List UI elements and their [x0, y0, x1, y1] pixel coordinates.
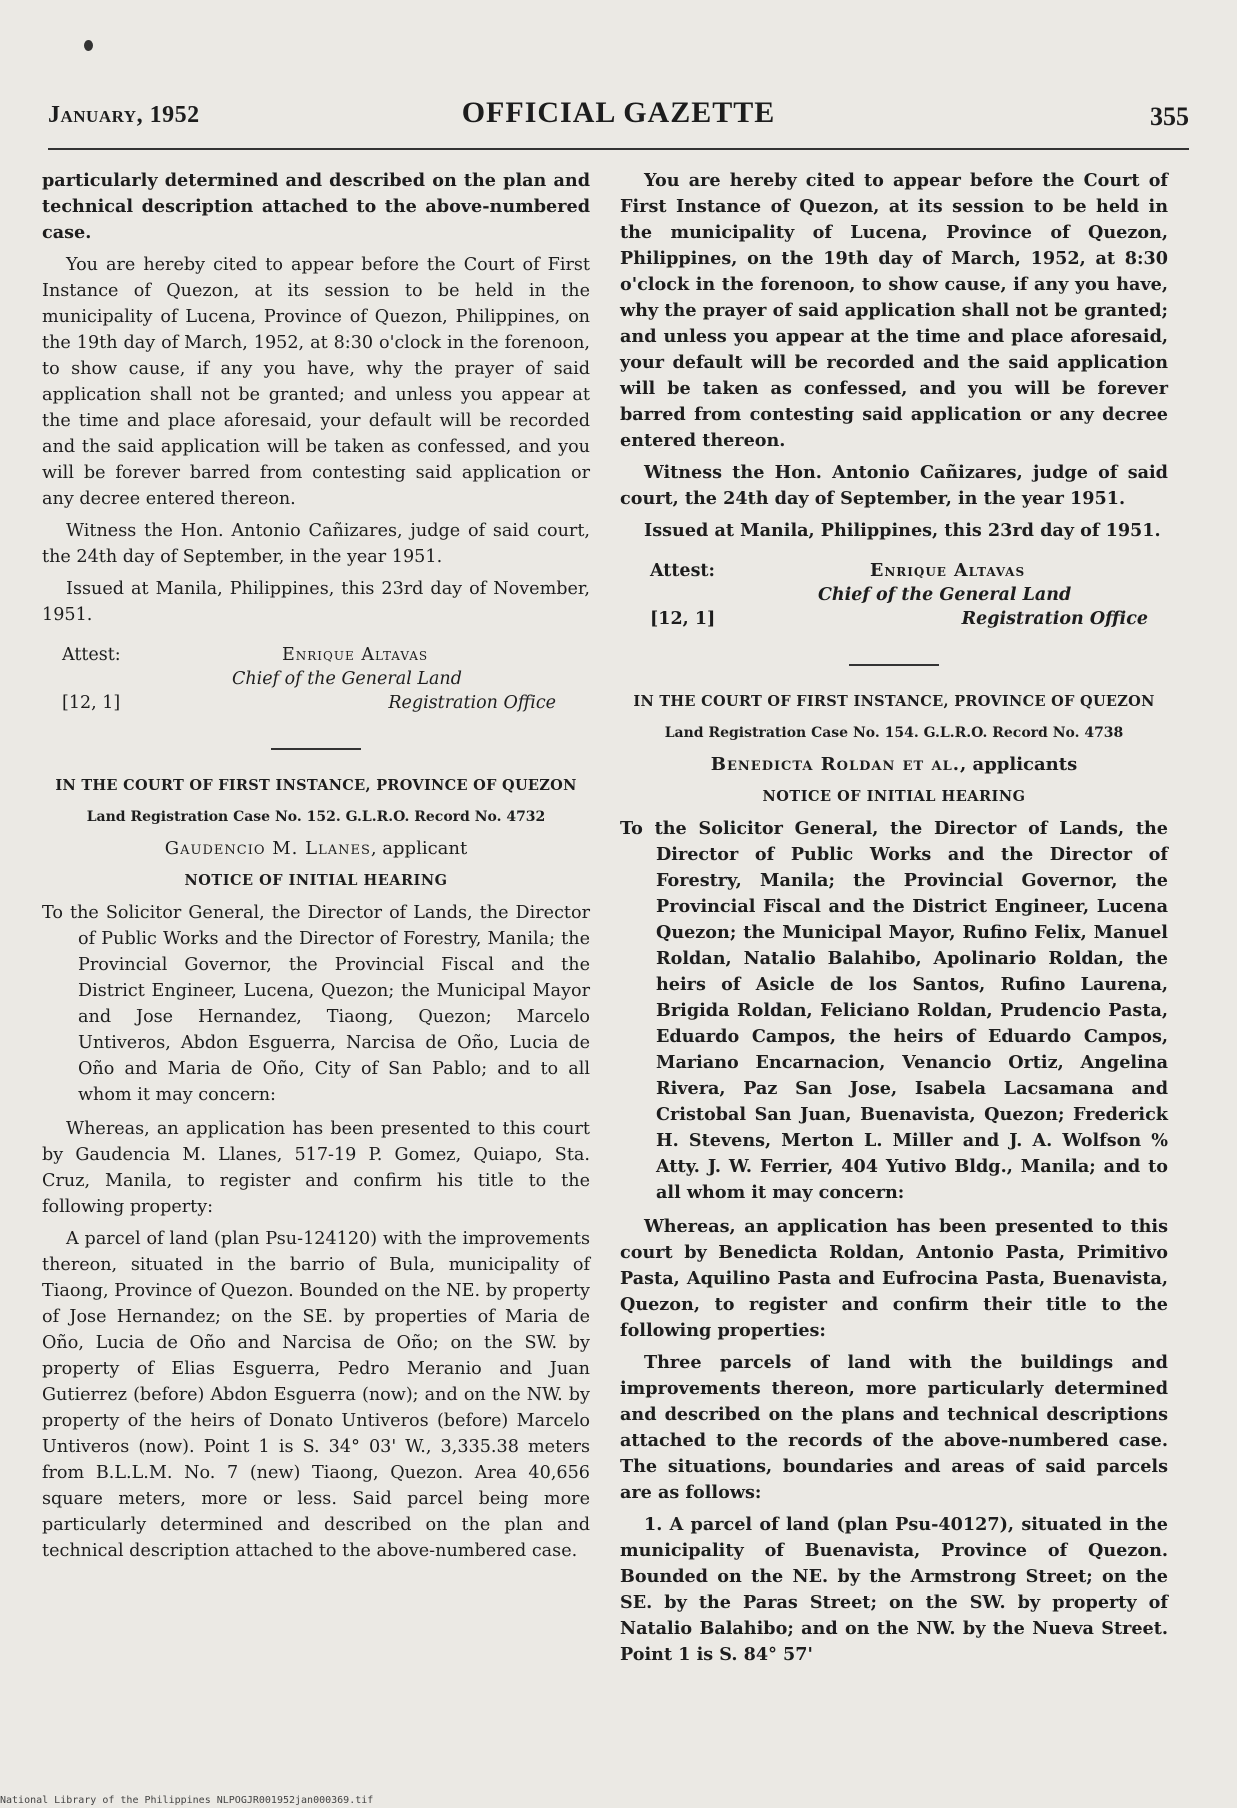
notice-heading: NOTICE OF INITIAL HEARING	[762, 788, 1026, 805]
citation-paragraph: You are hereby cited to appear before the Court of First Instance of Quezon, at its session to be held in the municipality of Lucena, Province of Quezon, Philippines, on the 19th day of March, 1952, at 8:30 o'clock in the forenoon, to show cause, if any you have, why the prayer of said application shall not be granted; and unless you appear at the time and place aforesaid, your default will be recorded and the said application will be taken as confessed, and you will be forever barred from contesting said application or any decree entered thereon.	[42, 255, 590, 509]
addressees-paragraph: To the Solicitor General, the Director of Lands, the Director of Public Works and the Director of Forestry, Manila; the Provincial Governor, the Provincial Fiscal and the District Engineer, Lucena Quezon; the Municipal Mayor, Rufino Felix, Manuel Roldan, Natalio Balahibo, Apolinario Roldan, the heirs of Asicle de los Santos, Rufino Laurena, Brigida Roldan, Feliciano Roldan, Prudencio Pasta, Eduardo Campos, the heirs of Eduardo Campos, Mariano Encarnacion, Venancio Ortiz, Angelina Rivera, Paz San Jose, Isabela Lacsamana and Cristobal San Juan, Buenavista, Quezon; Frederick H. Stevens, Merton L. Miller and J. A. Wolfson % Atty. J. W. Ferrier, 404 Yutivo Bldg., Manila; and to all whom it may concern:	[620, 818, 1168, 1203]
header-rule	[48, 148, 1189, 150]
page-header	[48, 96, 1189, 136]
attest-block	[620, 558, 1168, 638]
whereas-paragraph: Whereas, an application has been presented to this court by Gaudencia M. Llanes, 517-19 P. Gomez, Quiapo, Sta. Cruz, Manila, to register and confirm his title to the following property:	[42, 1119, 590, 1217]
scan-footer: National Library of the Philippines NLPOGJR001952jan000369.tif	[0, 1795, 374, 1806]
section-divider	[271, 748, 361, 750]
ink-speck	[84, 40, 93, 51]
left-column	[42, 168, 590, 1570]
applicant-role: , applicants	[960, 754, 1078, 775]
attest-block	[42, 642, 590, 722]
header-date: January, 1952	[48, 102, 200, 128]
notice-heading: NOTICE OF INITIAL HEARING	[184, 872, 448, 889]
section-divider	[849, 664, 939, 666]
continued-paragraph: particularly determined and described on the plan and technical description attached to the above-numbered case.	[42, 170, 590, 243]
attest-title-line2: Registration Office	[961, 609, 1148, 629]
case-line: Land Registration Case No. 154. G.L.R.O. Record No. 4738	[664, 725, 1124, 741]
attest-label: Attest:	[62, 645, 121, 665]
parties-line	[42, 836, 590, 862]
right-column	[620, 168, 1168, 1674]
addressees-paragraph: To the Solicitor General, the Director of Lands, the Director of Public Works and the Director of Forestry, Manila; the Provincial Governor, the Provincial Fiscal and the District Engineer, Lucena, Quezon; the Municipal Mayor and Jose Hernandez, Tiaong, Quezon; Marcelo Untiveros, Abdon Esguerra, Narcisa de Oño, Lucia de Oño and Maria de Oño, City of San Pablo; and to all whom it may concern:	[42, 903, 590, 1105]
applicant-name: Benedicta Roldan et al.	[710, 754, 960, 775]
attest-name: Enrique Altavas	[870, 561, 1026, 581]
attest-label: Attest:	[650, 561, 715, 581]
citation-paragraph: You are hereby cited to appear before the Court of First Instance of Quezon, at its session to be held in the municipality of Lucena, Province of Quezon, Philippines, on the 19th day of March, 1952, at 8:30 o'clock in the forenoon, to show cause, if any you have, why the prayer of said application shall not be granted; and unless you appear at the time and place aforesaid, your default will be recorded and the said application will be taken as confessed, and you will be forever barred from contesting said application or any decree entered thereon.	[620, 170, 1168, 451]
page-number: 355	[1150, 102, 1189, 131]
attest-title-line1: Chief of the General Land	[818, 585, 1072, 605]
issued-paragraph: Issued at Manila, Philippines, this 23rd day of November, 1951.	[42, 579, 590, 625]
court-heading: IN THE COURT OF FIRST INSTANCE, PROVINCE OF QUEZON	[55, 777, 577, 794]
header-title: OFFICIAL GAZETTE	[461, 96, 776, 129]
attest-title-line1: Chief of the General Land	[232, 669, 462, 689]
attest-reference: [12, 1]	[650, 609, 716, 629]
parties-line	[620, 752, 1168, 778]
attest-reference: [12, 1]	[62, 693, 121, 713]
three-parcels-paragraph: Three parcels of land with the buildings and improvements thereon, more particularly determined and described on the plans and technical descriptions attached to the records of the above-numbered case. The situations, boundaries and areas of said parcels are as follows:	[620, 1352, 1168, 1503]
parcel-1-paragraph: 1. A parcel of land (plan Psu-40127), situated in the municipality of Buenavista, Province of Quezon. Bounded on the NE. by the Armstrong Street; on the SE. by the Paras Street; on the SW. by property of Natalio Balahibo; and on the NW. by the Nueva Street. Point 1 is S. 84° 57'	[620, 1514, 1168, 1665]
whereas-paragraph: Whereas, an application has been presented to this court by Benedicta Roldan, Antonio Pasta, Primitivo Pasta, Aquilino Pasta and Eufrocina Pasta, Buenavista, Quezon, to register and confirm their title to the following properties:	[620, 1216, 1168, 1341]
applicant-role: , applicant	[370, 838, 468, 859]
parcel-paragraph: A parcel of land (plan Psu-124120) with the improvements thereon, situated in the barrio of Bula, municipality of Tiaong, Province of Quezon. Bounded on the NE. by property of Jose Hernandez; on the SE. by properties of Maria de Oño, Lucia de Oño and Narcisa de Oño; on the SW. by property of Elias Esguerra, Pedro Meranio and Juan Gutierrez (before) Abdon Esguerra (now); and on the NW. by property of the heirs of Donato Untiveros (before) Marcelo Untiveros (now). Point 1 is S. 34° 03' W., 3,335.38 meters from B.L.L.M. No. 7 (new) Tiaong, Quezon. Area 40,656 square meters, more or less. Said parcel being more particularly determined and described on the plan and technical description attached to the above-numbered case.	[42, 1229, 590, 1561]
attest-name: Enrique Altavas	[282, 645, 429, 665]
court-heading: IN THE COURT OF FIRST INSTANCE, PROVINCE OF QUEZON	[633, 693, 1155, 710]
applicant-name: Gaudencio M. Llanes	[164, 838, 371, 859]
issued-paragraph: Issued at Manila, Philippines, this 23rd day of 1951.	[644, 520, 1161, 541]
witness-paragraph: Witness the Hon. Antonio Cañizares, judge of said court, the 24th day of September, in the year 1951.	[42, 521, 590, 567]
witness-paragraph: Witness the Hon. Antonio Cañizares, judge of said court, the 24th day of September, in the year 1951.	[620, 462, 1168, 509]
case-line: Land Registration Case No. 152. G.L.R.O. Record No. 4732	[86, 809, 546, 825]
attest-title-line2: Registration Office	[388, 693, 556, 713]
